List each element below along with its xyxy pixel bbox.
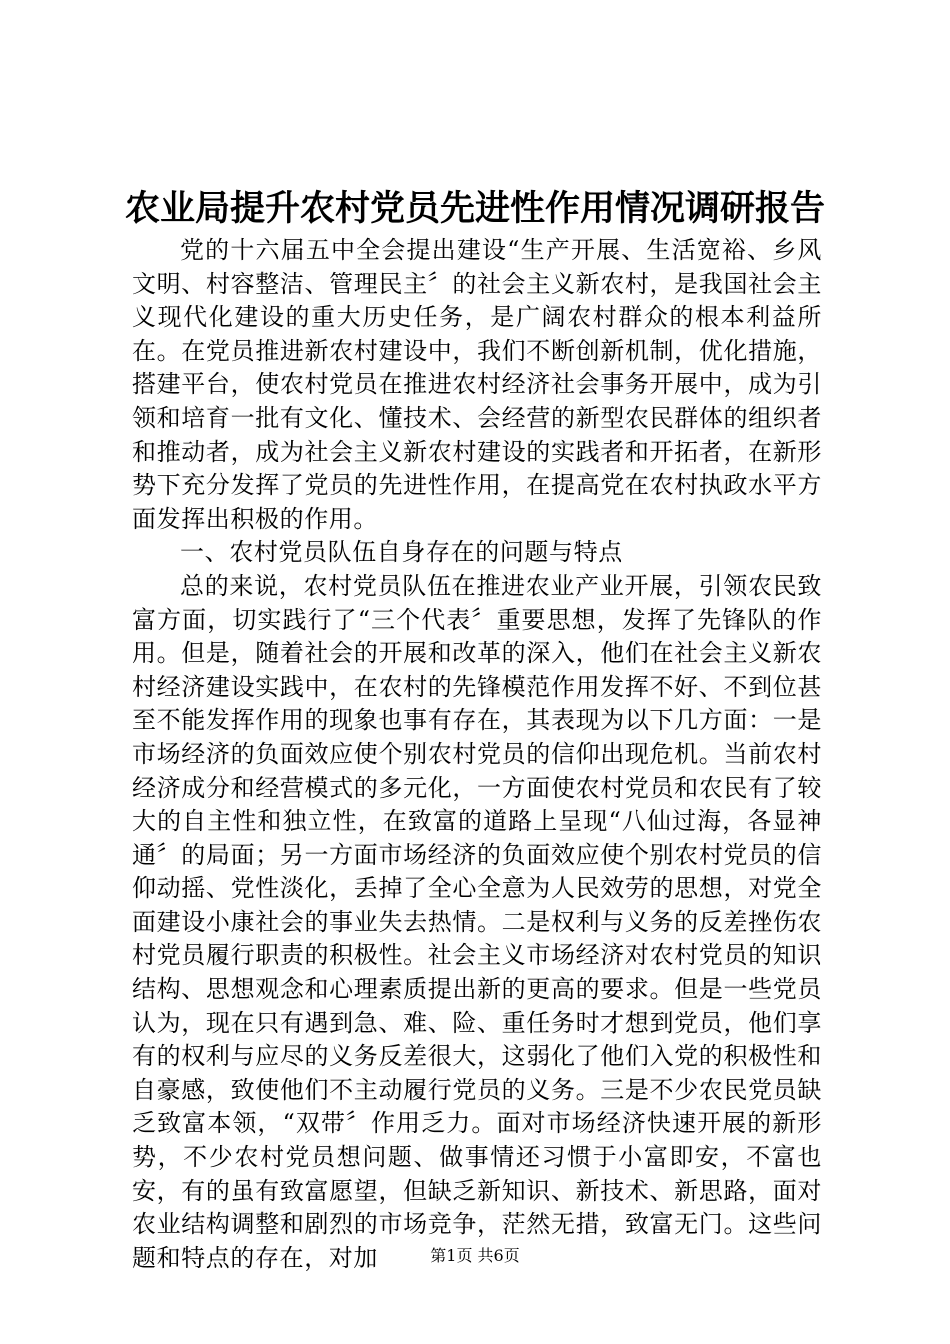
page-footer: 第1页 共6页	[430, 1246, 520, 1265]
document-body	[132, 234, 822, 1275]
section-heading: 一、农村党员队伍自身存在的问题与特点	[180, 538, 623, 567]
intro-paragraph: 党的十六届五中全会提出建设“生产开展、生活宽裕、乡风文明、村容整洁、管理民主〞的社会主义新农村，是我国社会主义现代化建设的重大历史任务，是广阔农村群众的根本利益所在。在党员推进新农村建设中，我们不断创新机制，优化措施，搭建平台，使农村党员在推进农村经济社会事务开展中，成为引领和培育一批有文化、懂技术、会经营的新型农民群体的组织者和推动者，成为社会主义新农村建设的实践者和开拓者，在新形势下充分发挥了党员的先进性作用，在提高党在农村执政水平方面发挥出积极的作用。	[132, 236, 822, 533]
document-title: 农业局提升农村党员先进性作用情况调研报告	[124, 188, 825, 229]
section-paragraph: 总的来说，农村党员队伍在推进农业产业开展，引领农民致富方面，切实践行了“三个代表〞重要思想，发挥了先锋队的作用。但是，随着社会的开展和改革的深入，他们在社会主义新农村经济建设实践中，在农村的先锋模范作用发挥不好、不到位甚至不能发挥作用的现象也事有存在，其表现为以下几方面：一是市场经济的负面效应使个别农村党员的信仰出现危机。当前农村经济成分和经营模式的多元化，一方面使农村党员和农民有了较大的自主性和独立性，在致富的道路上呈现“八仙过海，各显神通〞的局面；另一方面市场经济的负面效应使个别农村党员的信仰动摇、党性淡化，丢掉了全心全意为人民效劳的思想，对党全面建设小康社会的事业失去热情。二是权利与义务的反差挫伤农村党员履行职责的积极性。社会主义市场经济对农村党员的知识结构、思想观念和心理素质提出新的更高的要求。但是一些党员认为，现在只有遇到急、难、险、重任务时才想到党员，他们享有的权利与应尽的义务反差很大，这弱化了他们入党的积极性和自豪感，致使他们不主动履行党员的义务。三是不少农民党员缺乏致富本领，“双带〞作用乏力。面对市场经济快速开展的新形势，不少农村党员想问题、做事情还习惯于小富即安，不富也安，有的虽有致富愿望，但缺乏新知识、新技术、新思路，面对农业结构调整和剧烈的市场竞争，茫然无措，致富无门。这些问题和特点的存在，对加	[132, 571, 822, 1272]
